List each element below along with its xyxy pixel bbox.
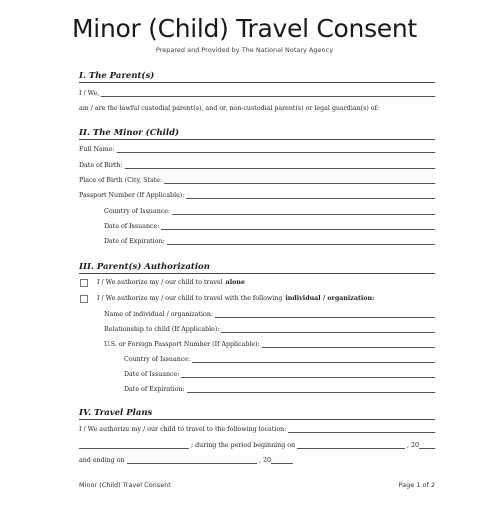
- field-label: I / We authorize my / our child to travel to the following location:: [79, 426, 287, 433]
- date-of-birth-row: [79, 160, 435, 170]
- field-label: Date of Issuance:: [104, 223, 160, 230]
- year-prefix: , 20: [406, 442, 419, 449]
- section-divider: [79, 139, 435, 140]
- section-heading-minor: II. The Minor (Child): [79, 128, 180, 138]
- field-label: Passport Number (If Applicable):: [79, 192, 185, 199]
- escort-issuance-row: [124, 369, 435, 379]
- date-of-expiration-line[interactable]: [167, 244, 435, 245]
- field-label: and ending on: [79, 457, 125, 464]
- field-label: Country of Issuance:: [104, 208, 171, 215]
- travel-location-line[interactable]: [288, 432, 435, 433]
- section-divider: [79, 273, 435, 274]
- relationship-line[interactable]: [221, 332, 435, 333]
- date-of-expiration-row: [104, 236, 435, 246]
- section-divider: [79, 419, 435, 420]
- escort-expiration-line[interactable]: [187, 392, 435, 393]
- parent-name-row: [79, 88, 435, 98]
- field-label: Name of individual / organization:: [104, 311, 213, 318]
- field-label: Country of Issuance:: [124, 356, 191, 363]
- option-text: I / We authorize my / our child to travel with the following: [97, 295, 283, 302]
- travel-location-row: [79, 424, 435, 434]
- travel-end-row: [79, 455, 293, 465]
- travel-alone-option: [97, 277, 435, 287]
- travel-period-row: [79, 440, 435, 450]
- passport-number-row: [79, 190, 435, 200]
- custodial-statement: [79, 103, 435, 113]
- travel-location-continued-line[interactable]: [79, 448, 189, 449]
- option-bold-text: alone: [225, 279, 245, 286]
- country-of-issuance-row: [104, 206, 435, 216]
- escort-name-line[interactable]: [215, 317, 435, 318]
- relationship-row: [104, 324, 435, 334]
- statement-text: am / are the lawful custodial parent(s), and or, non-custodial parent(s) or legal guardian(s) of:: [79, 105, 380, 112]
- field-label: Full Name:: [79, 146, 115, 153]
- section-heading-travel-plans: IV. Travel Plans: [79, 408, 153, 418]
- escort-passport-line[interactable]: [262, 347, 435, 348]
- field-label: Date of Expiration:: [124, 386, 185, 393]
- escort-name-row: [104, 309, 435, 319]
- section-heading-authorization: III. Parent(s) Authorization: [79, 262, 210, 272]
- option-text: I / We authorize my / our child to travel: [97, 279, 223, 286]
- document-subtitle: Prepared and Provided by The National Notary Agency: [155, 46, 334, 54]
- period-text: ; during the period beginning on: [191, 442, 296, 449]
- document-title: Minor (Child) Travel Consent: [72, 14, 417, 43]
- end-date-line[interactable]: [127, 463, 257, 464]
- travel-alone-checkbox[interactable]: [80, 279, 88, 287]
- travel-with-escort-option: [97, 293, 435, 303]
- field-label: Date of Issuance:: [124, 371, 180, 378]
- escort-passport-row: [104, 339, 435, 349]
- field-label: Relationship to child (If Applicable):: [104, 326, 220, 333]
- travel-with-escort-checkbox[interactable]: [80, 295, 88, 303]
- escort-country-line[interactable]: [192, 362, 435, 363]
- field-label: Date of Expiration:: [104, 238, 165, 245]
- full-name-line[interactable]: [117, 152, 435, 153]
- option-bold-text: individual / organization:: [285, 295, 375, 302]
- escort-country-row: [124, 354, 435, 364]
- footer-page-number: Page 1 of 2: [398, 481, 435, 489]
- section-heading-parents: I. The Parent(s): [79, 71, 155, 81]
- escort-expiration-row: [124, 384, 435, 394]
- parent-name-line[interactable]: [101, 96, 435, 97]
- date-of-issuance-line[interactable]: [161, 229, 435, 230]
- footer-document-name: Minor (Child) Travel Consent: [79, 481, 171, 489]
- place-of-birth-row: [79, 175, 435, 185]
- escort-issuance-line[interactable]: [181, 377, 435, 378]
- date-of-birth-line[interactable]: [125, 168, 435, 169]
- start-date-line[interactable]: [297, 448, 405, 449]
- full-name-row: [79, 144, 435, 154]
- section-divider: [79, 82, 435, 83]
- year-prefix: , 20: [258, 457, 271, 464]
- end-year-line[interactable]: [271, 463, 293, 464]
- passport-number-line[interactable]: [186, 198, 435, 199]
- country-of-issuance-line[interactable]: [172, 214, 435, 215]
- date-of-issuance-row: [104, 221, 435, 231]
- field-label: Date of Birth:: [79, 162, 123, 169]
- field-label: Place of Birth (City, State:: [79, 177, 163, 184]
- field-label: U.S. or Foreign Passport Number (If Applicable):: [104, 341, 260, 348]
- place-of-birth-line[interactable]: [164, 183, 435, 184]
- field-label: I / We,: [79, 90, 100, 97]
- start-year-line[interactable]: [419, 448, 435, 449]
